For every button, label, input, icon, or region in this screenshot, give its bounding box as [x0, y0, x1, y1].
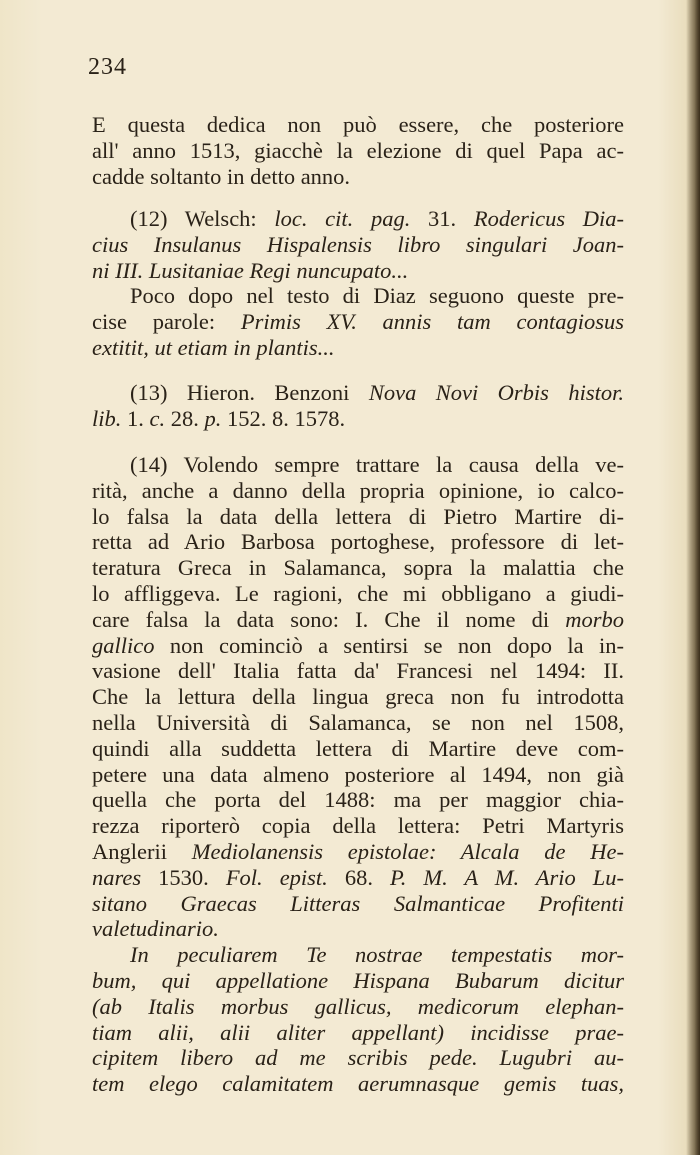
text-line: In peculiarem Te nostrae tempestatis mor-	[130, 942, 624, 968]
text-line: all' anno 1513, giacchè la elezione di quel Papa ac-	[92, 137, 624, 163]
footnote-12	[92, 206, 624, 361]
page-number: 234	[88, 54, 127, 80]
text-line: E questa dedica non può essere, che posteriore	[92, 112, 624, 137]
text-run-italic: Mediolanensis epistolae: Alcala de He-	[191, 838, 625, 864]
text-run: 68.	[327, 864, 390, 890]
text-run: care falsa la data sono: I. Che il nome di	[92, 606, 566, 632]
paragraph-intro	[92, 112, 624, 189]
text-run-italic: Rodericus Dia-	[473, 206, 624, 231]
text-line: petere una data almeno posteriore al 1494, non già	[92, 761, 624, 787]
text-line: lo falsa la data della lettera di Pietro Martire di-	[92, 503, 624, 529]
text-line: teratura Greca in Salamanca, sopra la malattia che	[92, 555, 624, 581]
text-run-italic: gallico	[92, 632, 155, 658]
text-line: rità, anche a danno della propria opinione, io calco-	[92, 477, 624, 503]
text-line: tem elego calamitatem aerumnasque gemis tuas,	[92, 1071, 624, 1097]
text-line: retta ad Ario Barbosa portoghese, professore di let-	[92, 529, 624, 555]
text-run-italic: Primis XV. annis tam contagiosus	[240, 309, 624, 335]
text-line: valetudinario.	[92, 916, 219, 942]
text-line: Che la lettura della lingua greca non fu introdotta	[92, 684, 624, 710]
text-line: quella che porta del 1488: ma per maggior chia-	[92, 787, 624, 813]
text-line: quindi alla suddetta lettera di Martire deve com-	[92, 735, 624, 761]
text-line	[92, 839, 624, 865]
text-line: rezza riporterò copia della lettera: Petri Martyris	[92, 813, 624, 839]
text-run: Anglerii	[92, 838, 192, 864]
text-line: vasione dell' Italia fatta da' Francesi nel 1494: II.	[92, 658, 624, 684]
text-line	[92, 607, 624, 633]
text-line: (14) Volendo sempre trattare la causa della ve-	[130, 452, 624, 477]
page-edge-shadow	[686, 0, 700, 1155]
text-run-italic: morbo	[565, 606, 624, 632]
text-run-italic: p.	[204, 405, 222, 431]
text-run-italic: Fol. epist.	[225, 864, 328, 890]
text-run: cise parole:	[92, 309, 241, 335]
text-line: cius Insulanus Hispalensis libro singulari Joan-	[92, 231, 624, 257]
text-line	[92, 309, 624, 335]
text-run-italic: nares	[92, 864, 142, 890]
text-run: 1530.	[141, 864, 226, 890]
text-run-italic: loc. cit. pag.	[274, 206, 411, 231]
text-line	[92, 380, 624, 406]
text-run-italic: lib.	[92, 405, 122, 431]
text-line	[92, 633, 624, 659]
text-line: nella Università di Salamanca, se non nel 1508,	[92, 709, 624, 735]
text-line: extitit, ut etiam in plantis...	[92, 334, 335, 360]
text-run: (12) Welsch:	[130, 206, 275, 231]
text-run-italic: P. M. A M. Ario Lu-	[389, 864, 624, 890]
text-line: ni III. Lusitaniae Regi nuncupato...	[92, 257, 409, 283]
text-line: tiam alii, alii aliter appellant) incidisse prae-	[92, 1019, 624, 1045]
text-run: non cominciò a sentirsi se non dopo la in-	[154, 632, 624, 658]
text-line	[92, 865, 624, 891]
text-line: lo affliggeva. Le ragioni, che mi obbligano a giudi-	[92, 580, 624, 606]
footnote-14	[92, 452, 624, 1097]
text-run: (13) Hieron. Benzoni	[130, 380, 369, 405]
text-run: 31.	[410, 206, 474, 231]
text-line: sitano Graecas Litteras Salmanticae Profitenti	[92, 890, 624, 916]
text-run: 1.	[121, 405, 150, 431]
text-run: 28.	[165, 405, 205, 431]
footnote-13	[92, 380, 624, 432]
text-run-italic: Nova Novi Orbis histor.	[368, 380, 624, 405]
text-line: cadde soltanto in detto anno.	[92, 163, 351, 189]
text-line: Poco dopo nel testo di Diaz seguono queste pre-	[130, 283, 624, 309]
text-line: cipitem libero ad me scribis pede. Lugubri au-	[92, 1045, 624, 1071]
text-run: 152. 8. 1578.	[221, 405, 346, 431]
text-run-italic: c.	[149, 405, 166, 431]
text-line	[92, 406, 624, 432]
text-line: (ab Italis morbus gallicus, medicorum elephan-	[92, 993, 624, 1019]
text-line: bum, qui appellatione Hispana Bubarum dicitur	[92, 967, 624, 993]
text-line	[92, 206, 624, 232]
